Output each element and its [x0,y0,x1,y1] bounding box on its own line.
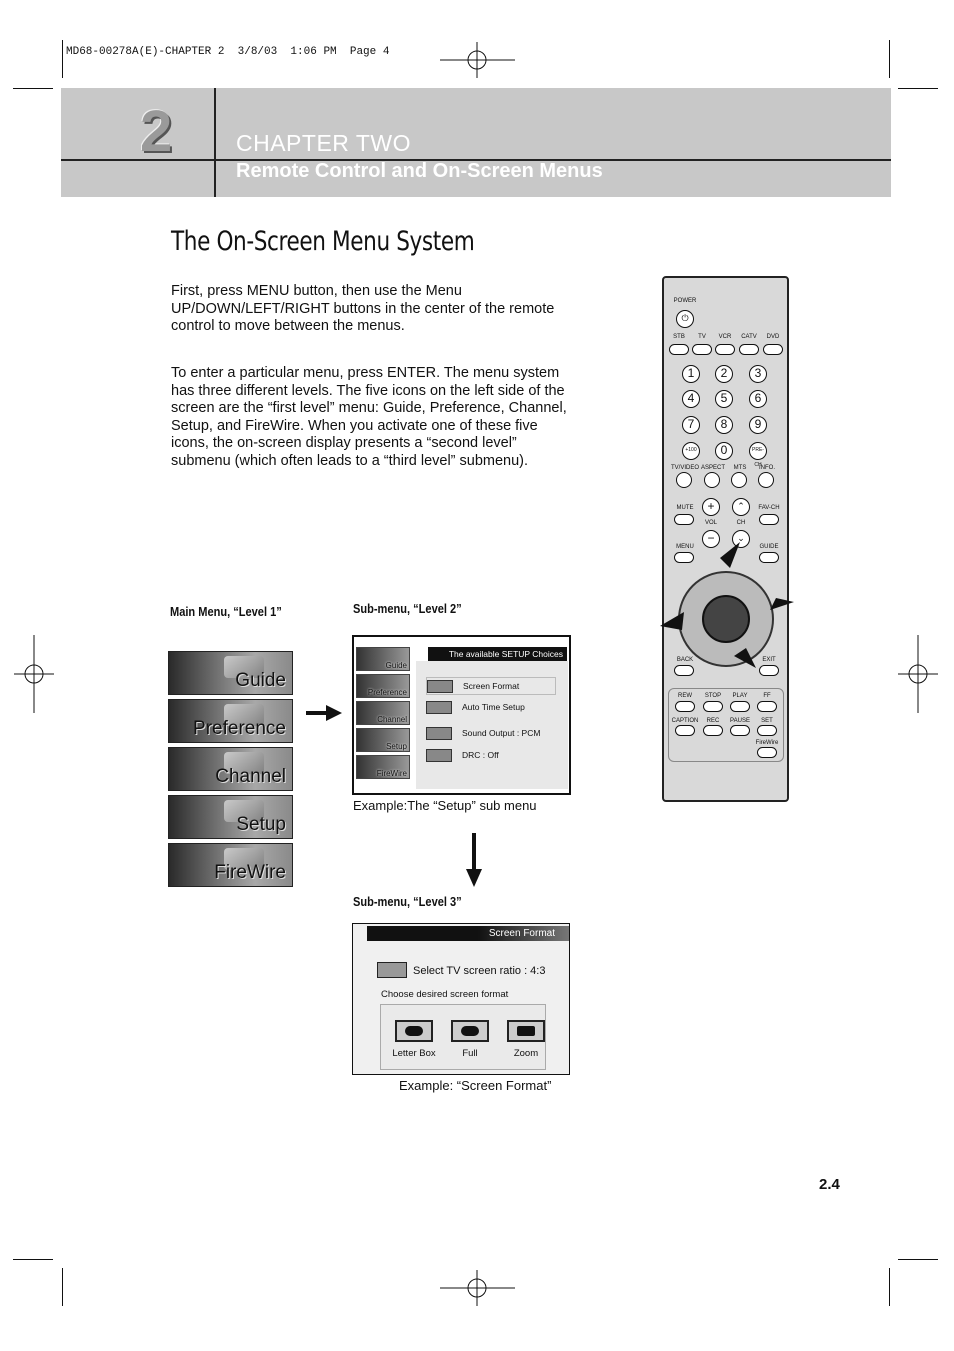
stb-button[interactable] [669,344,689,355]
mts-button[interactable] [731,472,747,488]
power-label: POWER [673,298,697,304]
rec-button[interactable] [703,725,723,736]
number-button-3[interactable]: 3 [749,365,767,383]
pause-button[interactable] [730,725,750,736]
number-button-5[interactable]: 5 [715,390,733,408]
main-menu-caption: Main Menu, “Level 1” [170,604,282,619]
crop-mark [889,40,890,78]
letterbox-option-button[interactable] [395,1020,433,1042]
crop-mark [13,1259,53,1260]
crop-mark [898,1259,938,1260]
plus100-button[interactable]: +100 [682,442,700,460]
submenu-row: Sound Output : PCM [426,725,540,741]
firewire-label: FireWire [755,740,779,746]
submenu-row: Auto Time Setup [426,699,525,715]
rew-button[interactable] [675,701,695,712]
aspect-button[interactable] [704,472,720,488]
back-label: BACK [676,657,694,663]
arrow-right-icon [306,705,342,721]
pre-ch-button[interactable]: PRE-CH [749,442,767,460]
submenu-icon-channel: Channel [356,701,410,725]
menu-icon-setup: Setup [168,795,293,839]
page-title: The On-Screen Menu System [171,226,475,257]
setup-submenu-screen [352,635,571,795]
menu-icon-guide: Guide [168,651,293,695]
channel-down-button[interactable]: ⌄ [732,530,750,548]
rec-label: REC [706,718,720,724]
remote-control [662,276,789,802]
registration-mark [440,42,515,78]
submenu-panel [416,661,568,789]
number-button-1[interactable]: 1 [682,365,700,383]
tv-video-label: TV/VIDEO [670,465,699,471]
number-button-4[interactable]: 4 [682,390,700,408]
info-button[interactable] [758,472,774,488]
caption-button[interactable] [675,725,695,736]
volume-label: VOL [704,520,717,526]
channel-up-button[interactable]: ⌃ [732,498,750,516]
ff-button[interactable] [757,701,777,712]
page-number-text: 2.4 [819,1176,840,1193]
power-button[interactable]: ⏻ [676,310,694,328]
dvd-button[interactable] [763,344,783,355]
number-button-6[interactable]: 6 [749,390,767,408]
caption-label: CAPTION [671,718,699,724]
info-label: INFO. [759,465,775,471]
letterbox-label: Letter Box [392,1048,436,1059]
screen-ratio-icon [377,962,407,978]
source-label: CATV [741,334,757,340]
guide-label: GUIDE [759,544,779,550]
full-label: Full [462,1048,478,1059]
full-option-button[interactable] [451,1020,489,1042]
volume-down-button[interactable]: − [702,530,720,548]
submenu-row: DRC : Off [426,747,499,763]
exit-label: EXIT [762,657,776,663]
set-button[interactable] [757,725,777,736]
tv-button[interactable] [692,344,712,355]
source-label: VCR [718,334,732,340]
arrow-down-icon [466,833,482,887]
pause-label: PAUSE [730,718,750,724]
pointer-arrows-icon [658,540,798,670]
crop-mark [889,1268,890,1306]
page-number [819,1176,840,1193]
play-label: PLAY [732,693,748,699]
mute-button[interactable] [674,514,694,525]
fav-ch-label: FAV-CH [758,505,780,511]
submenu-icon-firewire: FireWire [356,755,410,779]
play-button[interactable] [730,701,750,712]
level2-caption: Sub-menu, “Level 2” [353,601,462,616]
catv-button[interactable] [739,344,759,355]
submenu-icon-guide: Guide [356,647,410,671]
crop-mark [13,88,53,89]
stop-button[interactable] [703,701,723,712]
rew-label: REW [678,693,692,699]
menu-label: MENU [676,544,694,550]
crop-mark [62,1268,63,1306]
menu-icon-firewire: FireWire [168,843,293,887]
number-button-8[interactable]: 8 [715,416,733,434]
stop-label: STOP [704,693,722,699]
number-button-7[interactable]: 7 [682,416,700,434]
vcr-button[interactable] [715,344,735,355]
channel-label: CH [736,520,746,526]
source-label: TV [698,334,706,340]
tv-video-button[interactable] [676,472,692,488]
firewire-button[interactable] [757,747,777,758]
submenu-row: Screen Format [426,677,556,695]
level2-example-caption: Example:The “Setup” sub menu [353,798,537,813]
mute-label: MUTE [676,505,694,511]
volume-up-button[interactable]: + [702,498,720,516]
screen-format-header: Screen Format [367,926,569,941]
registration-mark [440,1270,515,1306]
level3-caption: Sub-menu, “Level 3” [353,894,462,909]
mts-label: MTS [733,465,747,471]
screen-format-screen [352,923,570,1075]
menu-icon-channel: Channel [168,747,293,791]
fav-ch-button[interactable] [759,514,779,525]
submenu-header: The available SETUP Choices [428,647,567,661]
crop-mark [898,88,938,89]
header-vertical-divider [214,88,216,197]
ff-label: FF [763,693,771,699]
choose-format-label: Choose desired screen format [381,989,509,1000]
intro-paragraph: First, press MENU button, then use the Menu UP/DOWN/LEFT/RIGHT buttons in the center of the remote control to move between the menus. [171,283,555,334]
registration-mark [14,635,54,713]
aspect-label: ASPECT [700,465,725,471]
crop-mark [62,40,63,78]
source-label: DVD [766,334,780,340]
number-button-0[interactable]: 0 [715,442,733,460]
number-button-9[interactable]: 9 [749,416,767,434]
chapter-subtitle: Remote Control and On-Screen Menus [236,160,603,182]
menu-icon-preference: Preference [168,699,293,743]
zoom-option-button[interactable] [507,1020,545,1042]
source-label: STB [673,334,685,340]
level3-example-caption: Example: “Screen Format” [399,1078,552,1093]
submenu-icon-preference: Preference [356,674,410,698]
number-button-2[interactable]: 2 [715,365,733,383]
registration-mark [898,635,938,713]
chapter-title: CHAPTER TWO [236,130,412,156]
set-label: SET [761,718,773,724]
levels-paragraph: To enter a particular menu, press ENTER. The menu system has three different levels. The five icons on the left side of the screen are the “first level” menu: Guide, Preference, Channel, Setup, and FireWire. When you activate one of these five icons, the on-screen display presents a “second level” submenu (which often leads to a “third level” submenu). [171,365,567,469]
screen-ratio-label: Select TV screen ratio : 4:3 [413,965,546,977]
print-slug: MD68-00278A(E)-CHAPTER 2 3/8/03 1:06 PM Page 4 [66,46,390,58]
zoom-label: Zoom [513,1048,539,1059]
submenu-icon-setup: Setup [356,728,410,752]
chapter-number: 2 [140,99,173,164]
